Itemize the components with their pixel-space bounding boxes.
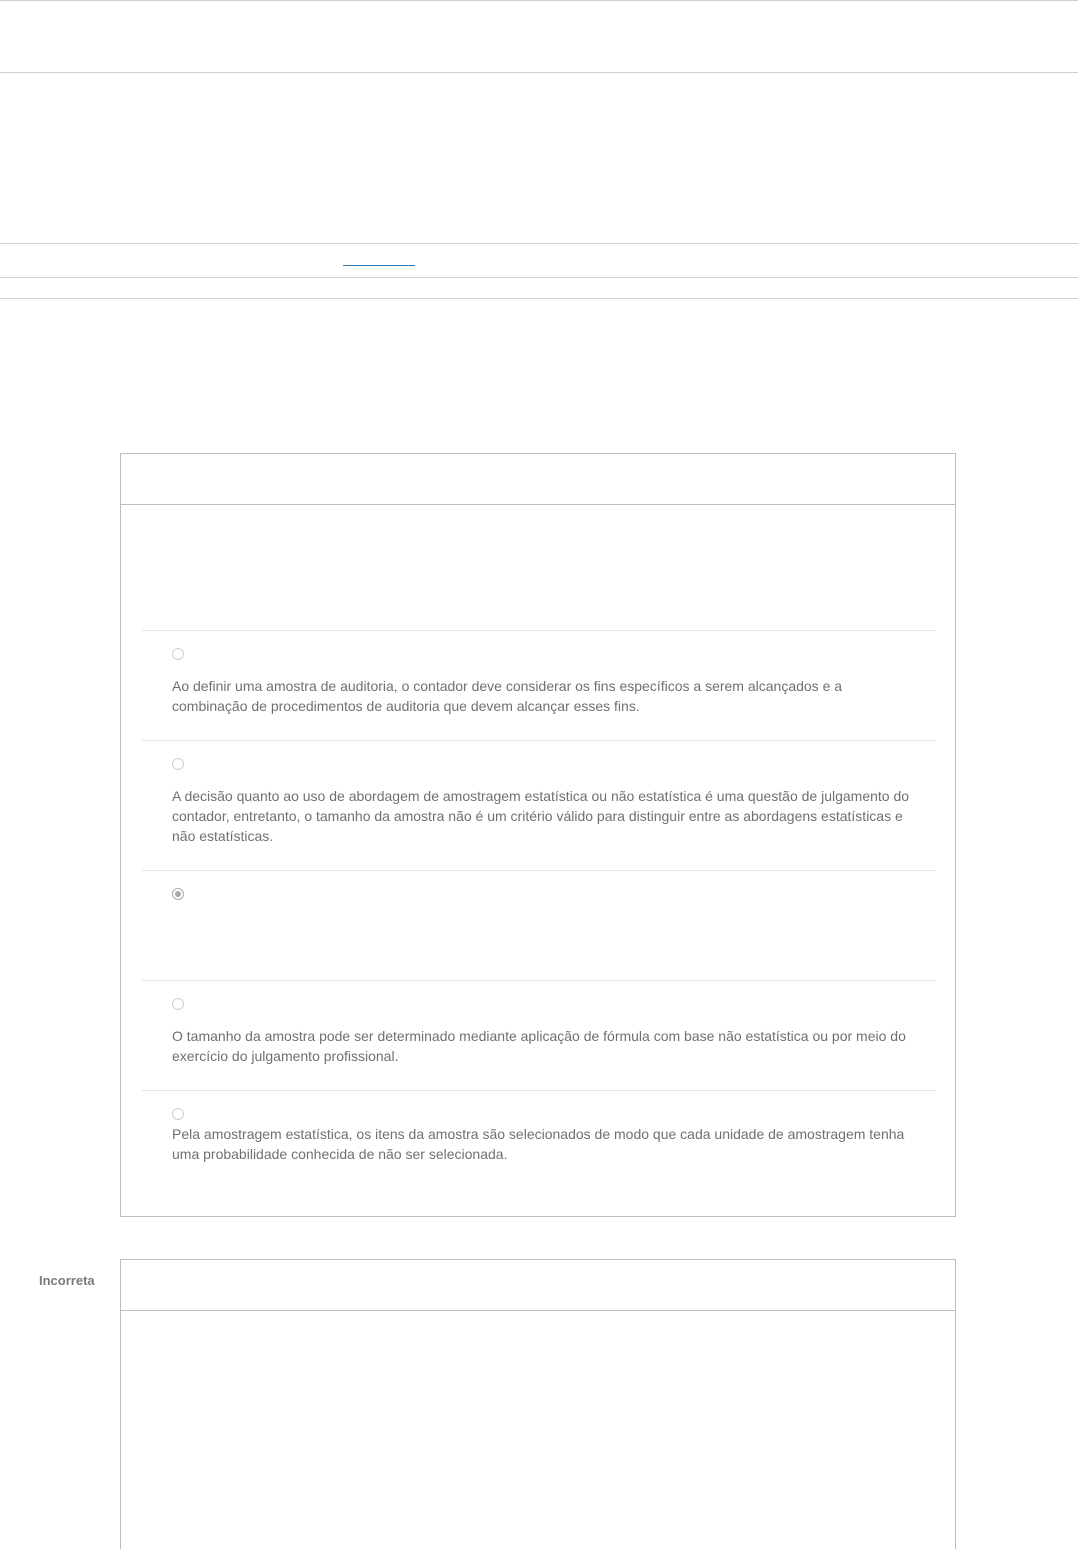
next-question-card: [120, 1259, 956, 1549]
answer-option-e[interactable]: [142, 1090, 936, 1200]
radio-button[interactable]: [172, 1108, 184, 1120]
info-bottom-border: [0, 298, 1078, 299]
review-link[interactable]: [343, 265, 415, 266]
answer-option-d[interactable]: [142, 980, 936, 1090]
radio-button-selected[interactable]: [172, 888, 184, 900]
question-header: [121, 1260, 955, 1311]
info-top-border: [0, 243, 1078, 244]
answer-option-text: Ao definir uma amostra de auditoria, o contador deve considerar os fins específicos a serem alcançados e a combinação de procedimentos de auditoria que devem alcançar esses fins.: [172, 678, 843, 714]
question-card: [120, 453, 956, 1217]
radio-button[interactable]: [172, 998, 184, 1010]
question-status-label: Incorreta: [39, 1273, 95, 1288]
answer-option-c[interactable]: [142, 870, 936, 980]
question-header: [121, 454, 955, 505]
answer-option-b[interactable]: [142, 740, 936, 870]
answer-option-a[interactable]: [142, 630, 936, 740]
answer-option-text: A decisão quanto ao uso de abordagem de amostragem estatística ou não estatística é uma questão de julgamento do contador, entretanto, o tamanho da amostra não é um critério válido para distinguir entre as abordagens estatísticas e não estatísticas.: [172, 788, 910, 844]
radio-button[interactable]: [172, 648, 184, 660]
header-top-border: [0, 0, 1078, 1]
answer-option-text: O tamanho da amostra pode ser determinado mediante aplicação de fórmula com base não estatística ou por meio do exercício do julgamento profissional.: [172, 1028, 906, 1064]
radio-button[interactable]: [172, 758, 184, 770]
answer-option-text: Pela amostragem estatística, os itens da amostra são selecionados de modo que cada unidade de amostragem tenha uma probabilidade conhecida de não ser selecionada.: [172, 1126, 905, 1162]
info-row-border: [0, 277, 1078, 278]
header-bottom-border: [0, 72, 1078, 73]
